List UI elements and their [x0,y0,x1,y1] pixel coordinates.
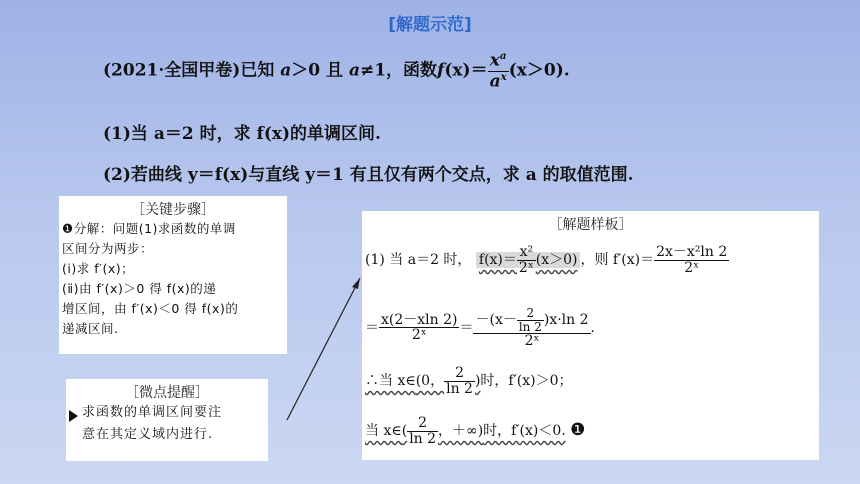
key-step-line: ❶分解：问题(1)求函数的单调 [62,221,236,236]
function-domain: (x＞0). [508,60,570,81]
fraction-denominator: 2ˣ [684,259,700,276]
equals-sign: ＝ [459,319,474,336]
question-1: (1)当 a＝2 时，求 f(x)的单调区间. [103,124,381,144]
problem-intro: (2021·全国甲卷)已知 [103,60,275,81]
fraction-denominator: 2ˣ [524,333,540,350]
var-a: a [280,60,292,81]
interval-decreasing [365,415,566,447]
fraction-denominator: ln 2 [446,380,473,397]
fraction-denominator: 2ˣ [411,327,427,344]
var-a: a [348,60,360,81]
fraction-numerator: x(2－xln 2) [381,311,458,328]
template-text: ∴当 x∈ [365,373,416,390]
function-arg: (x) [444,60,471,81]
numerator-base: x [489,50,500,71]
fraction-numerator: 2 [407,416,438,432]
template-text: (x＞0) [535,252,578,269]
template-line-3 [365,366,573,396]
key-steps-title: ［关键步骤］ [131,202,215,218]
fraction-denominator: 2ˣ [518,259,534,276]
function-name: f [437,60,445,81]
condition-text: ＞0 且 [291,60,344,81]
question-2: (2)若曲线 y＝f(x)与直线 y＝1 有且仅有两个交点，求 a 的取值范围. [103,165,634,185]
condition-text: ≠1，函数 [359,60,438,81]
template-text: (0， [415,373,445,390]
key-step-line: 区间分为两步： [62,241,154,256]
solution-template-panel [362,211,819,460]
denominator-base: a [489,71,501,92]
template-text: ( [401,423,408,440]
tip-text: 求函数的单调区间要注 [82,405,223,420]
template-text: . [590,319,595,336]
fraction-numerator: 2 [517,307,544,321]
fraction-numerator: 2 [444,366,475,382]
template-text: ，＋∞) [438,423,484,440]
fraction-denominator: ln 2 [518,319,542,334]
template-text: ，则 f′(x)＝ [580,252,655,269]
denominator-exponent: x [500,70,507,83]
template-text: 时，f′(x)＞0； [480,373,573,390]
key-step-line: 递减区间. [62,321,119,336]
section-heading: [解题示范] [388,15,472,35]
template-line-4 [365,416,585,446]
template-title: ［解题样板］ [548,217,633,233]
key-step-line: (ⅱ)由 f′(x)＞0 得 f(x)的递 [62,281,217,296]
interval-increasing [365,365,481,397]
template-text: f(x)＝ [478,252,517,269]
fraction-numerator: x² [517,245,536,261]
fraction-denominator: ln 2 [409,430,437,447]
template-text: (1) 当 a＝2 时， [365,252,472,269]
template-text: 时，f′(x)＜0. [483,423,566,440]
step-badge-icon: ❶ [570,420,586,441]
fraction-numerator: 2x－x²ln 2 [656,244,728,260]
numerator-exponent: a [499,50,507,62]
template-text: －(x－ [475,312,517,329]
template-line-2 [365,307,595,349]
equals-sign: ＝ [365,319,379,336]
key-step-line: (ⅰ)求 f′(x)； [62,261,135,276]
tip-line: 意在其定义域内进行. [82,427,214,442]
template-text: ) [474,373,481,390]
template-text: )x·ln 2 [543,312,589,329]
equals-sign: ＝ [470,60,488,81]
function-highlight [476,244,581,276]
key-step-line: 增区间，由 f′(x)＜0 得 f(x)的 [62,301,239,316]
template-line-1 [365,245,729,275]
template-text: 当 x∈ [365,423,402,440]
tip-title: ［微点提醒］ [125,385,209,401]
